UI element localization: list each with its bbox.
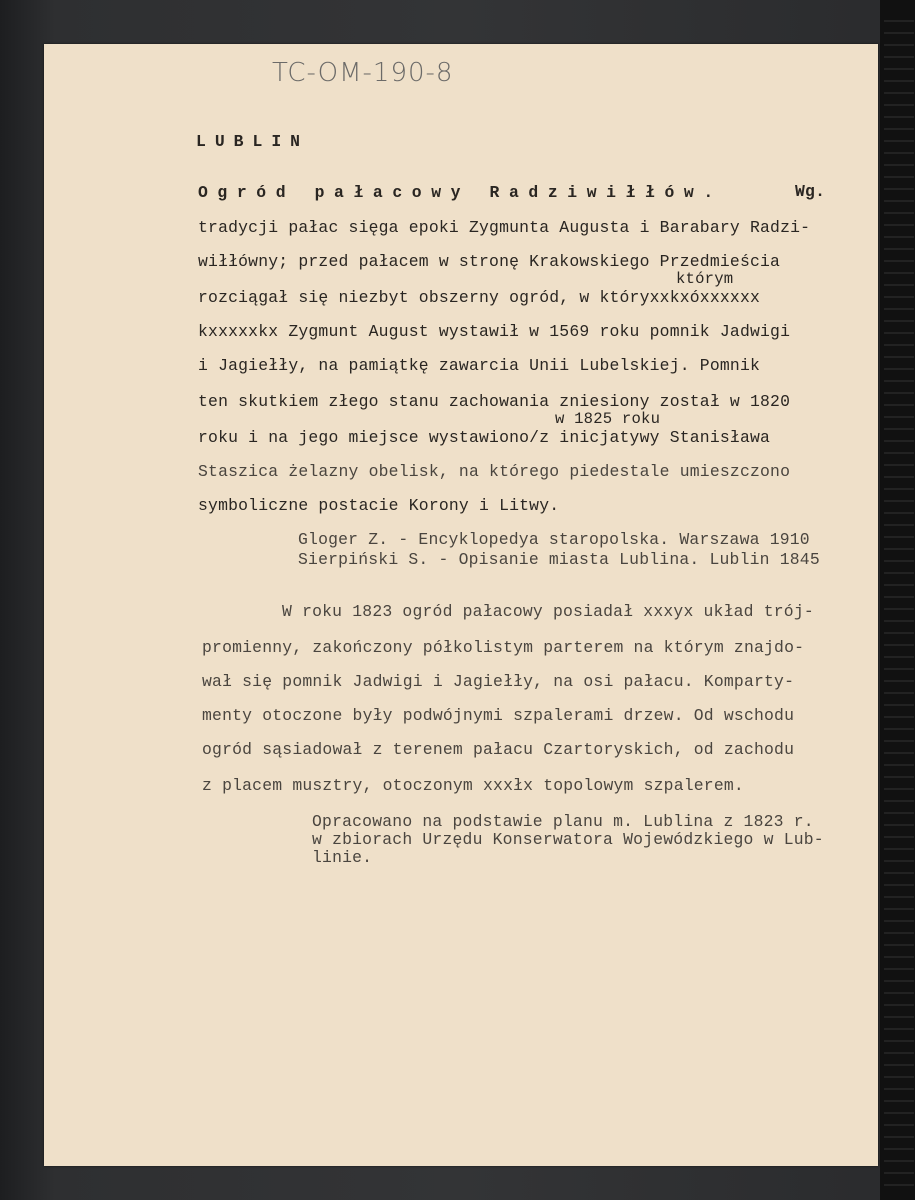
para1-line-7: roku i na jego miejsce wystawiono/z inicjatywy Stanisława (198, 428, 771, 447)
reference-number: TC-OM-190-8 (272, 58, 454, 88)
para2-line-2: promienny, zakończony półkolistym parterem na którym znajdo- (202, 638, 805, 657)
scanner-edge-texture (884, 10, 914, 1190)
para1-lead-rest: Wg. (795, 182, 826, 201)
note-line-2: w zbiorach Urzędu Konserwatora Wojewódzkiego w Lub- (312, 830, 824, 849)
heading: LUBLIN (196, 132, 310, 151)
para1-line-8: Staszica żelazny obelisk, na którego piedestale umieszczono (198, 462, 791, 481)
source-1: Gloger Z. - Encyklopedya staropolska. Warszawa 1910 (298, 530, 810, 549)
para1-insert-ktorym: którym (676, 270, 734, 288)
para2-line-4: menty otoczone były podwójnymi szpalerami drzew. Od wschodu (202, 706, 795, 725)
para1-line-4: kxxxxxkx Zygmunt August wystawił w 1569 roku pomnik Jadwigi (198, 322, 791, 341)
source-2: Sierpiński S. - Opisanie miasta Lublina. Lublin 1845 (298, 550, 820, 569)
para1-line-1: tradycji pałac sięga epoki Zygmunta Augusta i Barabary Radzi- (198, 218, 811, 237)
note-line-1: Opracowano na podstawie planu m. Lublina z 1823 r. (312, 812, 814, 831)
note-line-3: linie. (312, 848, 373, 867)
para1-line-3: rozciągał się niezbyt obszerny ogród, w któryxxkxóxxxxxx (198, 288, 761, 307)
para1-line-6: ten skutkiem złego stanu zachowania zniesiony został w 1820 (198, 392, 791, 411)
para1-line-9: symboliczne postacie Korony i Litwy. (198, 496, 560, 515)
para2-line-3: wał się pomnik Jadwigi i Jagiełły, na osi pałacu. Komparty- (202, 672, 795, 691)
para1-line-2: wiłłówny; przed pałacem w stronę Krakowskiego Przedmieścia (198, 252, 781, 271)
para2-line-1: W roku 1823 ogród pałacowy posiadał xxxyx układ trój- (282, 602, 814, 621)
para2-line-5: ogród sąsiadował z terenem pałacu Czartoryskich, od zachodu (202, 740, 795, 759)
para1-line-5: i Jagiełły, na pamiątkę zawarcia Unii Lubelskiej. Pomnik (198, 356, 761, 375)
para2-line-6: z placem musztry, otoczonym xxxłx topolowym szpalerem. (202, 776, 744, 795)
para1-insert-1825: w 1825 roku (555, 410, 661, 428)
para1-lead: Ogród pałacowy Radziwiłłów. (198, 183, 723, 202)
